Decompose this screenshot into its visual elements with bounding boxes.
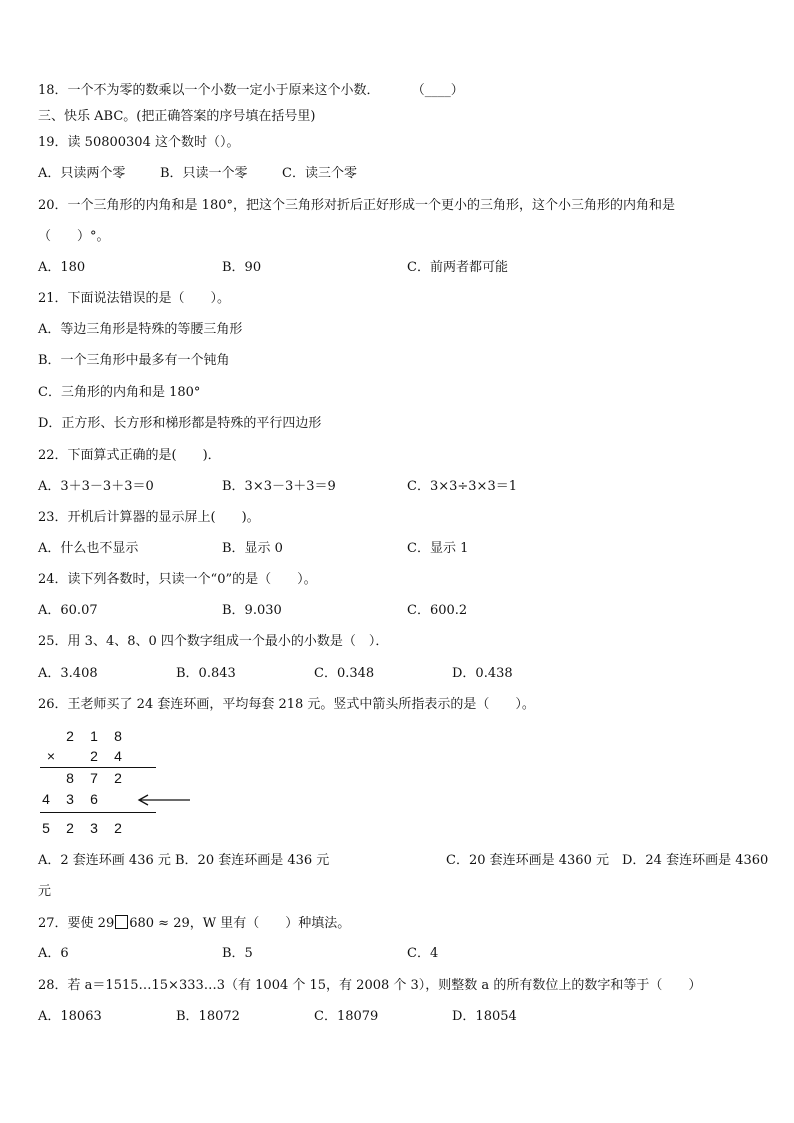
question-21-stem: 21．下面说法错误的是（ ）。 [38,291,231,306]
q23-option-a: A．什么也不显示 [38,541,139,556]
question-25-stem: 25．用 3、4、8、0 四个数字组成一个最小的小数是（ ）． [38,634,389,649]
q19-option-a: A．只读两个零 [38,166,126,181]
q26-options-tail: 元 [38,884,52,899]
digit: 8 [66,770,74,786]
q21-option-b: B．一个三角形中最多有一个钝角 [38,353,230,368]
left-arrow-icon [136,794,192,806]
section-3-title: 三、快乐 ABC。(把正确答案的序号填在括号里) [38,109,316,124]
q25-option-c: C．0.348 [314,666,375,681]
question-23-stem: 23．开机后计算器的显示屏上( )。 [38,510,260,525]
digit: 4 [42,791,50,807]
digit: 7 [90,770,98,786]
q24-option-c: C．600.2 [407,603,468,618]
times-sign: × [46,748,56,764]
digit: 2 [90,748,98,764]
question-24-stem: 24．读下列各数时，只读一个“0”的是（ ）。 [38,572,317,587]
question-27-stem-pre: 27．要使 29 [38,916,115,931]
question-18 [38,83,464,99]
q24-option-b: B．9.030 [222,603,282,618]
blank-square-icon [115,915,128,929]
q22-option-a: A．3＋3－3＋3＝0 [38,479,154,494]
question-19-stem: 19．读 50800304 这个数时（）。 [38,135,240,150]
question-26-stem: 26．王老师买了 24 套连环画，平均每套 218 元。竖式中箭头所指表示的是（ ）。 [38,697,535,712]
q20-option-c: C．前两者都可能 [407,260,508,275]
q21-option-a: A．等边三角形是特殊的等腰三角形 [38,322,243,337]
q27-option-a: A．6 [38,946,69,961]
q26-options-ab: A．2 套连环画 436 元 B．20 套连环画是 436 元 [38,853,330,868]
question-20-stem-cont: （ ）°。 [38,229,110,244]
question-20-stem: 20．一个三角形的内角和是 180°，把这个三角形对折后正好形成一个更小的三角形，这个小三角形的内角和是 [38,198,675,213]
q28-option-c: C．18079 [314,1009,379,1024]
digit: 2 [114,770,122,786]
q23-option-b: B．显示 0 [222,541,283,556]
q28-option-d: D．18054 [452,1009,517,1024]
q28-option-b: B．18072 [176,1009,240,1024]
question-22-stem: 22．下面算式正确的是( )． [38,448,221,463]
q21-option-d: D．正方形、长方形和梯形都是特殊的平行四边形 [38,416,322,431]
q19-option-b: B．只读一个零 [160,166,248,181]
digit: 2 [114,820,122,836]
digit: 3 [66,791,74,807]
q24-option-a: A．60.07 [38,603,98,618]
digit: 4 [114,748,122,764]
digit: 8 [114,728,122,744]
question-18-text: 18．一个不为零的数乘以一个小数一定小于原来这个小数． [38,83,380,98]
q20-option-a: A．180 [38,260,86,275]
q22-option-c: C．3×3÷3×3＝1 [407,479,517,494]
q25-option-d: D．0.438 [452,666,513,681]
q27-option-b: B．5 [222,946,253,961]
digit: 6 [90,791,98,807]
rule-line [40,812,156,813]
q19-option-c: C．读三个零 [282,166,357,181]
q20-option-b: B．90 [222,260,262,275]
q28-option-a: A．18063 [38,1009,102,1024]
digit: 2 [66,728,74,744]
digit: 3 [90,820,98,836]
q23-option-c: C．显示 1 [407,541,469,556]
question-27-stem-post: 680 ≈ 29，W 里有（ ）种填法。 [129,916,351,931]
digit: 2 [66,820,74,836]
q26-options-cd: C．20 套连环画是 4360 元 D．24 套连环画是 4360 [446,853,769,868]
q21-option-c: C．三角形的内角和是 180° [38,385,201,400]
answer-blank: （____） [411,83,464,98]
question-27-stem [38,915,350,932]
q25-option-a: A．3.408 [38,666,98,681]
question-28-stem: 28．若 a＝1515…15×333…3（有 1004 个 15，有 2008 个 3），则整数 a 的所有数位上的数字和等于（ ） [38,978,702,993]
digit: 5 [42,820,50,836]
rule-line [40,767,156,768]
vertical-multiplication [40,728,200,838]
q25-option-b: B．0.843 [176,666,236,681]
q27-option-c: C．4 [407,946,439,961]
digit: 1 [90,728,98,744]
q22-option-b: B．3×3－3＋3＝9 [222,479,336,494]
